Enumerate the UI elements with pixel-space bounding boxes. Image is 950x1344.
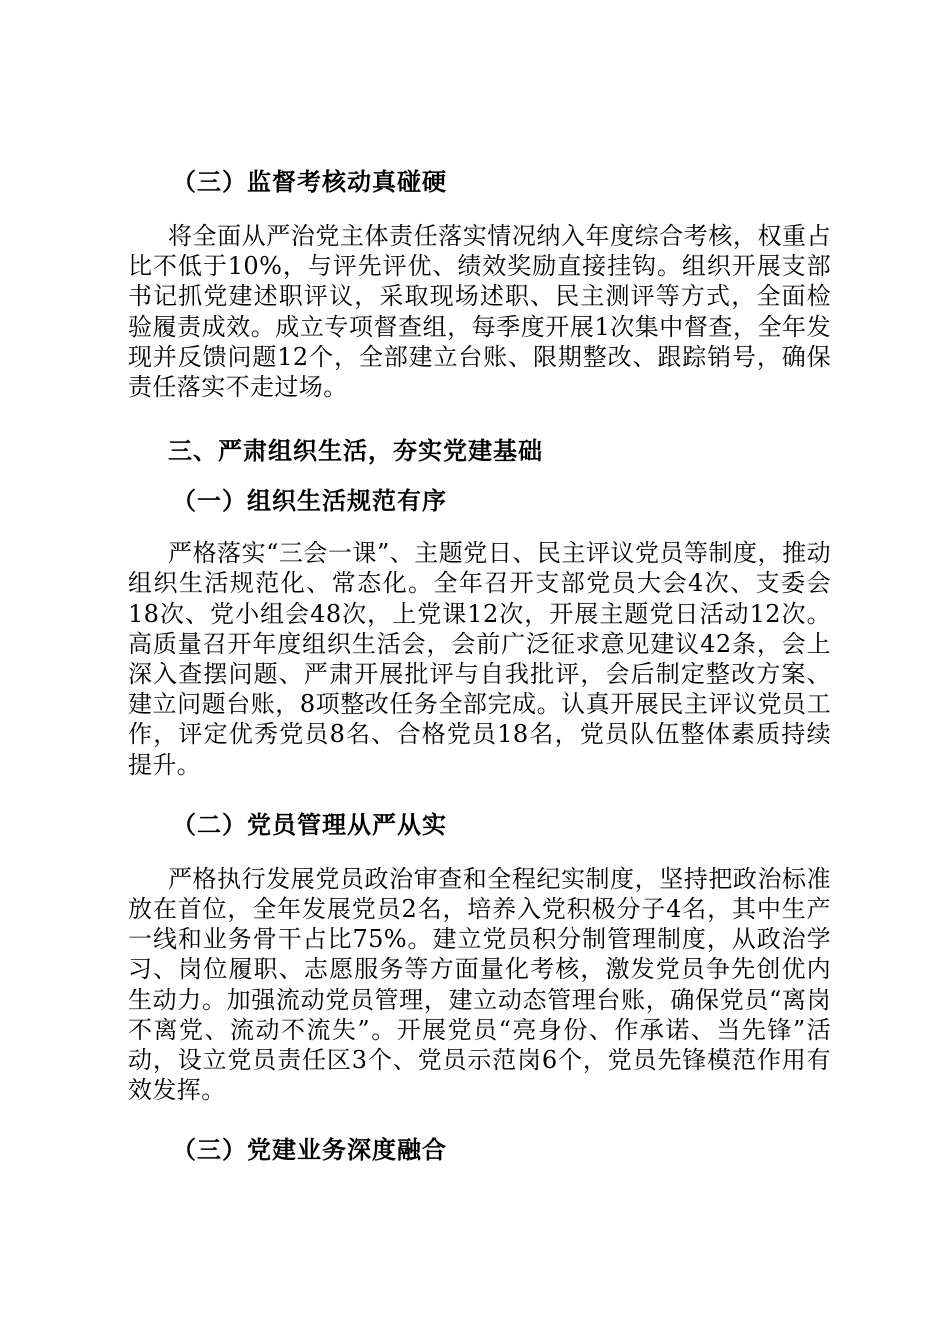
paragraph-supervision: 将全面从严治党主体责任落实情况纳入年度综合考核，权重占比不低于10%，与评先评优、绩效奖励直接挂钩。组织开展支部书记抓党建述职评议，采取现场述职、民主测评等方式，全面检验履责成效。成立专项督查组，每季度开展1次集中督查，全年发现并反馈问题12个，全部建立台账、限期整改、跟踪销号，确保责任落实不走过场。 [128,222,831,402]
document-page [128,167,831,1165]
paragraph-member-management: 严格执行发展党员政治审查和全程纪实制度，坚持把政治标准放在首位，全年发展党员2名，培养入党积极分子4名，其中生产一线和业务骨干占比75%。建立党员积分制管理制度，从政治学习、岗位履职、志愿服务等方面量化考核，激发党员争先创优内生动力。加强流动党员管理，建立动态管理台账，确保党员“离岗不离党、流动不流失”。开展党员“亮身份、作承诺、当先锋”活动，设立党员责任区3个、党员示范岗6个，党员先锋模范作用有效发挥。 [128,864,831,1105]
section-heading-integration: （三）党建业务深度融合 [172,1136,447,1165]
paragraph-organization-life: 严格落实“三会一课”、主题党日、民主评议党员等制度，推动组织生活规范化、常态化。全年召开支部党员大会4次、支委会18次、党小组会48次，上党课12次，开展主题党日活动12次。高质量召开年度组织生活会，会前广泛征求意见建议42条，会上深入查摆问题、严肃开展批评与自我批评，会后制定整改方案、建立问题台账，8项整改任务全部完成。认真开展民主评议党员工作，评定优秀党员8名、合格党员18名，党员队伍整体素质持续提升。 [128,539,831,779]
section-heading-organization-life: （一）组织生活规范有序 [172,487,447,516]
chapter-heading-organization-life: 三、严肃组织生活，夯实党建基础 [168,437,543,466]
section-heading-supervision: （三）监督考核动真碰硬 [172,168,447,196]
section-heading-member-management: （二）党员管理从严从实 [172,810,447,839]
